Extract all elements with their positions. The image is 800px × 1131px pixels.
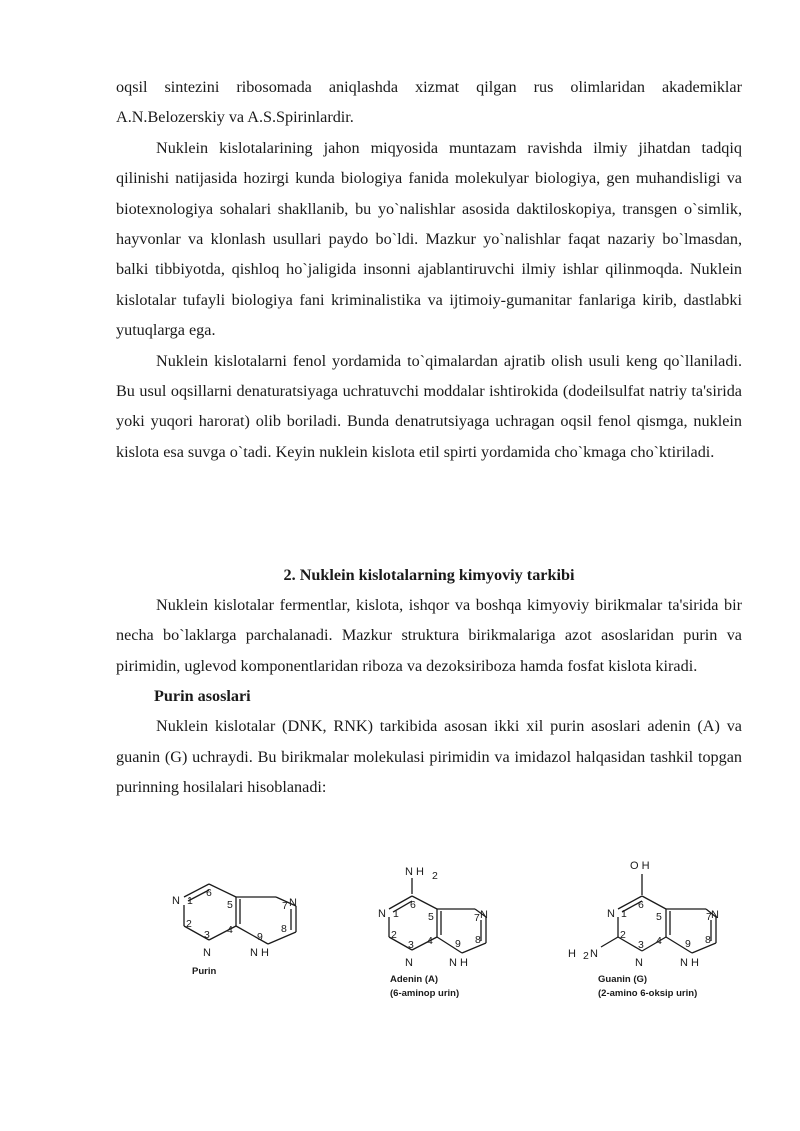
adenine-num-9: 9 <box>455 938 461 950</box>
adenine-num-4: 4 <box>427 935 433 947</box>
purine-atom-nh9: N H <box>250 947 269 959</box>
guanine-atom-n1: N <box>607 908 615 920</box>
adenine-caption-name: Adenin (A) <box>390 974 439 985</box>
adenine-num-7: 7 <box>474 912 480 924</box>
guanine-num-2: 2 <box>620 929 626 941</box>
adenine-num-1: 1 <box>393 908 399 920</box>
purine-atom-n7: N <box>289 897 297 909</box>
purine-atom-n1: N <box>172 895 180 907</box>
paragraph-5: Nuklein kislotalar (DNK, RNK) tarkibida asosan ikki xil purin asoslari adenin (A) va guanin (G) uchraydi. Bu birikmalar molekulasi pirimidin va imidazol halqasidan tashkil topgan purinning hosilalari hisoblanadi: <box>116 717 742 797</box>
guanine-num-8: 8 <box>705 934 711 946</box>
guanine-caption-name: Guanin (G) <box>598 974 648 985</box>
adenine-num-3: 3 <box>408 939 414 951</box>
purine-num-7: 7 <box>282 900 288 912</box>
guanine-substituent-oh: O H <box>630 860 650 872</box>
purine-num-4: 4 <box>227 924 233 936</box>
guanine-num-9: 9 <box>685 938 691 950</box>
purine-num-1: 1 <box>187 895 193 907</box>
section-heading: 2. Nuklein kislotalarning kimyoviy tarkibi <box>283 566 575 584</box>
adenine-sub-index: 2 <box>432 870 438 882</box>
guanine-num-7: 7 <box>706 911 712 923</box>
purine-num-2: 2 <box>186 918 192 930</box>
paragraph-1: oqsil sintezini ribosomada aniqlashda xizmat qilgan rus olimlaridan akademiklar A.N.Belozerskiy va A.S.Spirinlardir. <box>116 78 742 127</box>
guanine-num-6: 6 <box>638 899 644 911</box>
guanine-substituent-n: N <box>590 948 598 960</box>
paragraph-3: Nuklein kislotalarni fenol yordamida to`qimalardan ajratib olish usuli keng qo`llaniladi. Bu usul oqsillarni denaturatsiyaga uchratuvchi moddalar ishtirokida (dodeilsulfat natriy ta'sirida yoki yuqori harorat) olib boriladi. Bunda denatrutsiyaga uchragan oqsil fenol qismga, nuklein kislota esa suvga o`tadi. Keyin nuklein kislota etil spirti yordamida cho`kmaga cho`ktiriladi. <box>116 351 742 461</box>
adenine-atom-n1: N <box>378 908 386 920</box>
paragraph-2: Nuklein kislotalarining jahon miqyosida muntazam ravishda ilmiy jihatdan tadqiq qilinishi natijasida hozirgi kunda biologiya fanida molekulyar biologiya, gen muhandisligi va biotexnologiya sohalari shakllanib, bu yo`nalishlar asosida daktiloskopiya, transgen o`simlik, hayvonlar va klonlash usullari paydo bo`ldi. Mazkur yo`nalishlar faqat nazariy bo`lmasdan, balki tibbiyotda, qishloq ho`jaligida insonni ajablantiruvchi ilmiy ishlar qilinmoqda. Nuklein kislotalar tufayli biologiya fani kriminalistika va ijtimoiy-gumanitar fanlariga kirib, dastlabki yutuqlarga ega. <box>116 138 742 340</box>
purine-caption: Purin <box>192 966 217 977</box>
purine-num-3: 3 <box>204 929 210 941</box>
guanine-num-3: 3 <box>638 939 644 951</box>
guanine-atom-n7: N <box>711 909 719 921</box>
adenine-num-6: 6 <box>410 899 416 911</box>
adenine-num-5: 5 <box>428 911 434 923</box>
adenine-caption-formula: (6-aminop urin) <box>390 988 460 999</box>
paragraph-4: Nuklein kislotalar fermentlar, kislota, ishqor va boshqa kimyoviy birikmalar ta'sirida bir necha bo`laklarga parchalanadi. Mazkur struktura birikmalariga azot asoslaridan purin va pirimidin, uglevod komponentlaridan riboza va dezoksiriboza hamda fosfat kislota kiradi. <box>116 596 742 675</box>
guanine-num-5: 5 <box>656 911 662 923</box>
adenine-num-2: 2 <box>391 929 397 941</box>
adenine-atom-n3: N <box>405 957 413 969</box>
guanine-substituent-index: 2 <box>583 950 589 962</box>
guanine-atom-n3: N <box>635 957 643 969</box>
adenine-substituent-nh2: N H <box>405 866 424 878</box>
guanine-atom-nh9: N H <box>680 957 699 969</box>
adenine-num-8: 8 <box>475 934 481 946</box>
guanine-caption-formula: (2-amino 6-oksip urin) <box>598 988 698 999</box>
adenine-atom-n7: N <box>480 909 488 921</box>
purine-num-6: 6 <box>206 887 212 899</box>
guanine-num-4: 4 <box>656 935 662 947</box>
purine-structure <box>184 884 296 944</box>
guanine-num-1: 1 <box>621 908 627 920</box>
adenine-structure <box>389 878 486 953</box>
guanine-substituent-h: H <box>568 948 576 960</box>
adenine-atom-nh9: N H <box>449 957 468 969</box>
purine-num-8: 8 <box>281 923 287 935</box>
purine-num-9: 9 <box>257 931 263 943</box>
purine-atom-n3: N <box>203 947 211 959</box>
purine-num-5: 5 <box>227 899 233 911</box>
subheading-purin-asoslari: Purin asoslari <box>154 687 251 706</box>
